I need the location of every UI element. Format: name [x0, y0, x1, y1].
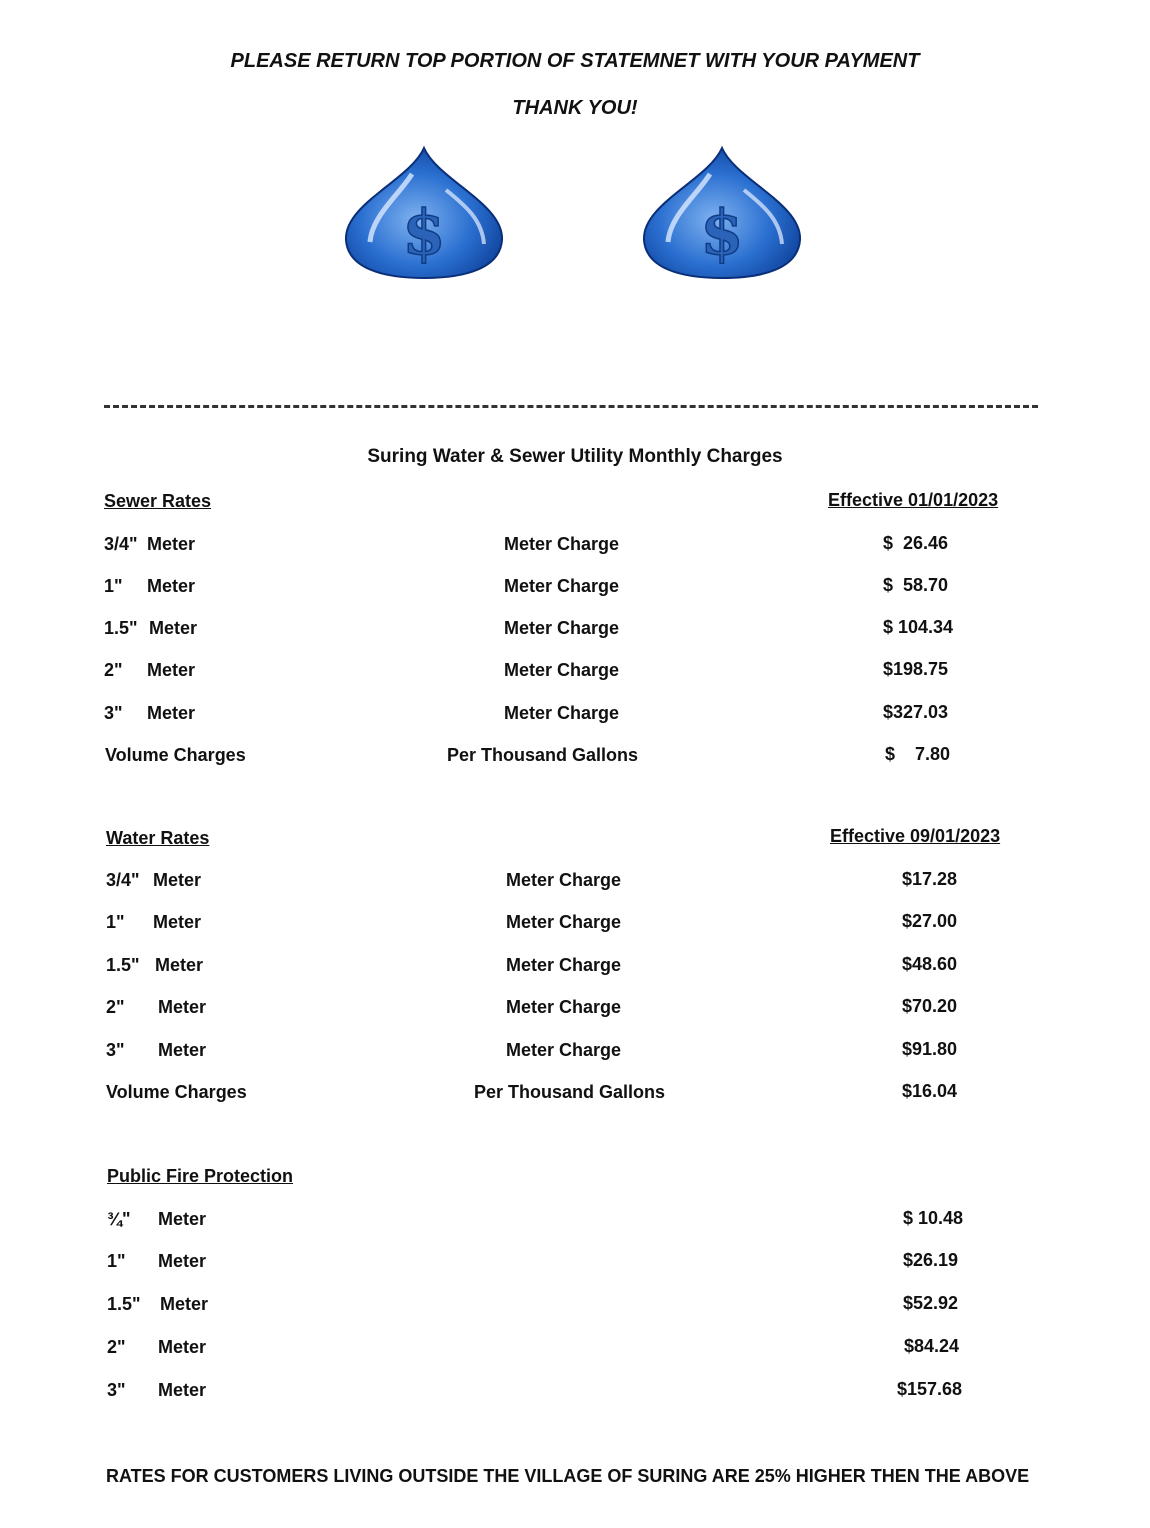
sewer-row-amount: $ 7.80	[885, 744, 951, 764]
sewer-row-amount: $ 104.34	[883, 617, 954, 637]
water-effective-date: Effective 09/01/2023	[830, 826, 1001, 846]
fire-row-size: 2"	[107, 1337, 126, 1357]
sewer-row-description: Meter Charge	[504, 534, 620, 554]
water-row-description: Meter Charge	[506, 912, 622, 932]
sewer-row-description: Meter Charge	[504, 576, 620, 596]
fire-row-amount: $ 10.48	[903, 1208, 964, 1228]
water-volume-label: Volume Charges	[106, 1082, 247, 1102]
water-row-meter-label: Meter	[153, 912, 202, 932]
sewer-row-description: Per Thousand Gallons	[447, 745, 639, 765]
sewer-row-meter-label: Meter	[147, 660, 196, 680]
water-rates-heading: Water Rates	[106, 828, 210, 848]
fire-row-size: 3"	[107, 1380, 126, 1400]
sewer-volume-label: Volume Charges	[105, 745, 246, 765]
fire-row-meter-label: Meter	[158, 1380, 207, 1400]
fire-row-meter-label: Meter	[158, 1209, 207, 1229]
sewer-row-description: Meter Charge	[504, 703, 620, 723]
fire-row-meter-label: Meter	[158, 1337, 207, 1357]
sewer-row-meter-label: Meter	[147, 576, 196, 596]
charges-title: Suring Water & Sewer Utility Monthly Charges	[367, 446, 783, 467]
sewer-row-size: 2"	[104, 660, 123, 680]
water-drop-dollar-icon	[342, 144, 506, 284]
water-row-description: Meter Charge	[506, 997, 622, 1017]
fire-row-meter-label: Meter	[158, 1251, 207, 1271]
fire-row-size: 1.5"	[107, 1294, 141, 1314]
water-row-amount: $27.00	[902, 911, 958, 931]
water-row-description: Meter Charge	[506, 870, 622, 890]
fire-row-amount: $52.92	[903, 1293, 959, 1313]
svg-text:$: $	[700, 196, 744, 269]
water-row-size: 1"	[106, 912, 125, 932]
sewer-row-size: 1.5"	[104, 618, 138, 638]
sewer-effective-date: Effective 01/01/2023	[828, 490, 999, 510]
sewer-row-meter-label: Meter	[147, 703, 196, 723]
water-row-description: Meter Charge	[506, 955, 622, 975]
water-row-size: 2"	[106, 997, 125, 1017]
sewer-row-size: 1"	[104, 576, 123, 596]
water-drop-dollar-icon	[640, 144, 804, 284]
water-row-size: 3/4"	[106, 870, 140, 890]
water-row-size: 1.5"	[106, 955, 140, 975]
sewer-row-size: 3"	[104, 703, 123, 723]
water-row-meter-label: Meter	[155, 955, 204, 975]
fire-row-size: 1"	[107, 1251, 126, 1271]
fire-row-amount: $26.19	[903, 1250, 959, 1270]
water-row-description: Per Thousand Gallons	[474, 1082, 666, 1102]
fire-protection-heading: Public Fire Protection	[107, 1166, 294, 1186]
sewer-row-meter-label: Meter	[147, 534, 196, 554]
tear-line-divider	[104, 405, 1038, 408]
fire-row-size: ¾"	[107, 1209, 131, 1229]
sewer-row-amount: $ 26.46	[883, 533, 949, 553]
fire-row-amount: $157.68	[897, 1379, 963, 1399]
sewer-rates-heading: Sewer Rates	[104, 491, 212, 511]
sewer-row-amount: $327.03	[883, 702, 949, 722]
sewer-row-description: Meter Charge	[504, 618, 620, 638]
sewer-row-amount: $ 58.70	[883, 575, 949, 595]
sewer-row-description: Meter Charge	[504, 660, 620, 680]
water-row-amount: $70.20	[902, 996, 958, 1016]
sewer-row-size: 3/4"	[104, 534, 138, 554]
water-row-amount: $17.28	[902, 869, 958, 889]
water-row-description: Meter Charge	[506, 1040, 622, 1060]
fire-row-meter-label: Meter	[160, 1294, 209, 1314]
water-row-amount: $91.80	[902, 1039, 958, 1059]
return-instruction: PLEASE RETURN TOP PORTION OF STATEMNET WITH YOUR PAYMENT	[230, 50, 920, 72]
thank-you-text: THANK YOU!	[512, 97, 638, 119]
water-row-amount: $16.04	[902, 1081, 958, 1101]
fire-row-amount: $84.24	[904, 1336, 960, 1356]
water-row-meter-label: Meter	[153, 870, 202, 890]
sewer-row-amount: $198.75	[883, 659, 949, 679]
water-row-amount: $48.60	[902, 954, 958, 974]
sewer-row-meter-label: Meter	[149, 618, 198, 638]
svg-text:$: $	[402, 196, 446, 269]
water-row-size: 3"	[106, 1040, 125, 1060]
outside-village-rates-note: RATES FOR CUSTOMERS LIVING OUTSIDE THE VILLAGE OF SURING ARE 25% HIGHER THEN THE ABOVE	[106, 1466, 1030, 1486]
water-row-meter-label: Meter	[158, 1040, 207, 1060]
water-row-meter-label: Meter	[158, 997, 207, 1017]
